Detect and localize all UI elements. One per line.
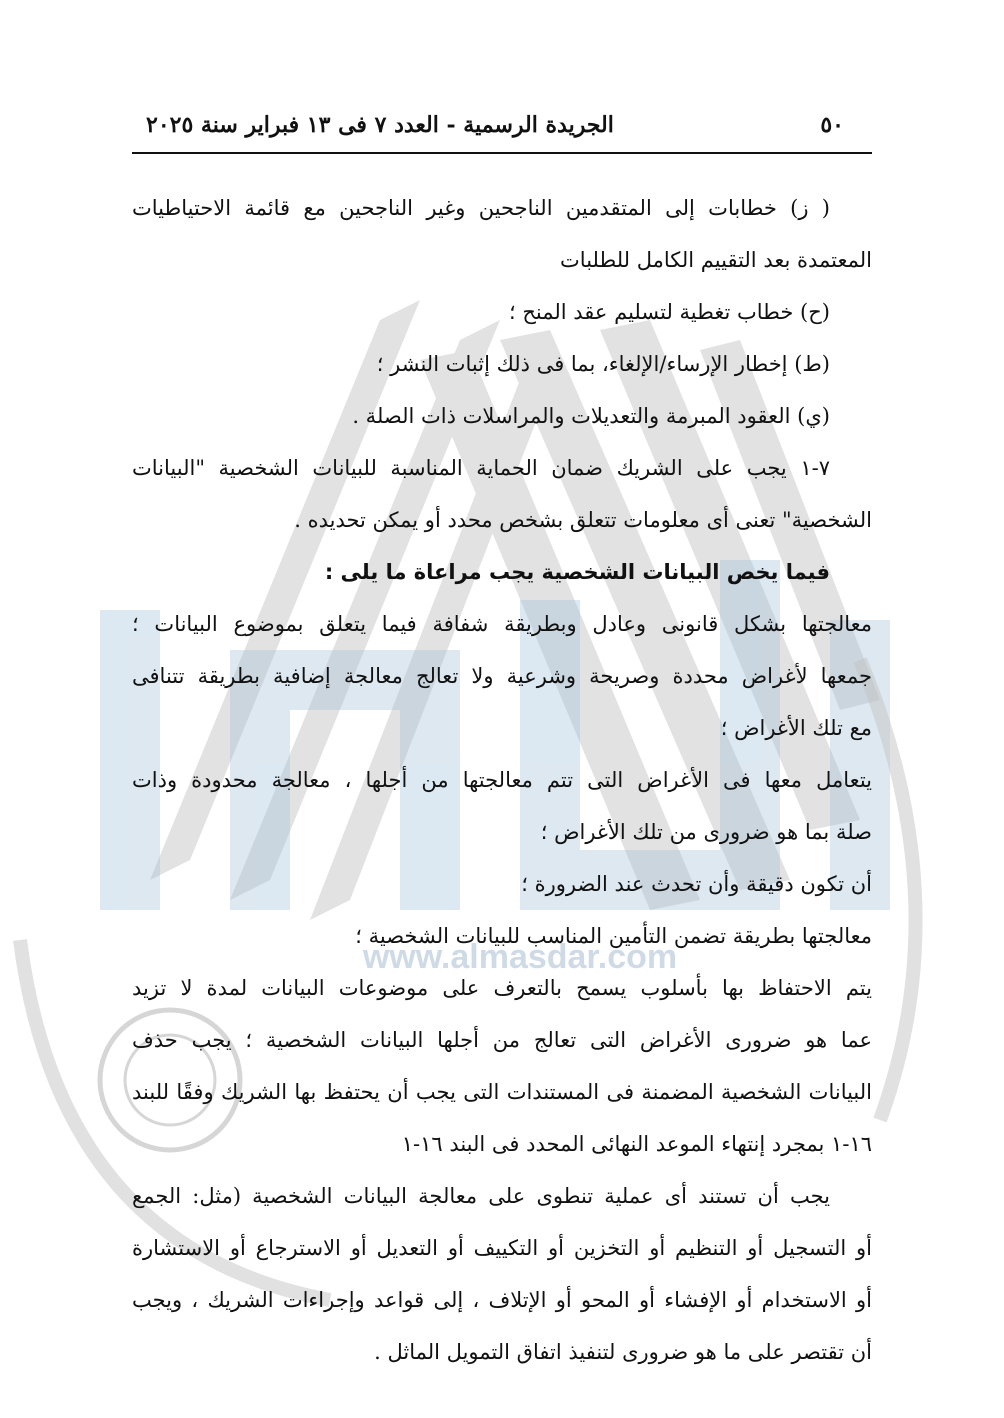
text-line: معالجتها بشكل قانونى وعادل وبطريقة شفافة فيما يتعلق بموضوع البيانات ؛ <box>132 612 872 636</box>
text-line: ( ز) خطابات إلى المتقدمين الناجحين وغير الناجحين مع قائمة الاحتياطيات <box>132 196 830 220</box>
text-line: ١٦-١ بمجرد إنتهاء الموعد النهائى المحدد فى البند ١٦-١ <box>401 1132 872 1156</box>
text-line: عما هو ضرورى الأغراض التى تعالج من أجلها البيانات الشخصية ؛ يجب حذف <box>132 1028 872 1052</box>
text-line: (ي) العقود المبرمة والتعديلات والمراسلات ذات الصلة . <box>352 404 830 428</box>
gazette-title: الجريدة الرسمية - العدد ٧ فى ١٣ فبراير سنة ٢٠٢٥ <box>146 112 614 138</box>
text-line: أو التسجيل أو التنظيم أو التخزين أو التكييف أو التعديل أو الاسترجاع أو الاستشارة <box>132 1236 872 1260</box>
text-line: مع تلك الأغراض ؛ <box>720 716 872 740</box>
text-line: يتعامل معها فى الأغراض التى تتم معالجتها من أجلها ، معالجة محدودة وذات <box>132 768 872 792</box>
text-line: صلة بما هو ضرورى من تلك الأغراض ؛ <box>540 820 872 844</box>
section-heading: فيما يخص البيانات الشخصية يجب مراعاة ما يلى : <box>324 560 830 584</box>
text-line: (ط) إخطار الإرساء/الإلغاء، بما فى ذلك إثبات النشر ؛ <box>376 352 830 376</box>
header-divider <box>132 152 872 154</box>
document-body <box>132 182 872 1378</box>
text-line: جمعها لأغراض محددة وصريحة وشرعية ولا تعالج معالجة إضافية بطريقة تتنافى <box>132 664 872 688</box>
text-line: الشخصية" تعنى أى معلومات تتعلق بشخص محدد أو يمكن تحديده . <box>294 508 872 532</box>
text-line: أن تكون دقيقة وأن تحدث عند الضرورة ؛ <box>521 872 872 896</box>
page-header <box>132 112 872 150</box>
text-line: أن تقتصر على ما هو ضرورى لتنفيذ اتفاق التمويل الماثل . <box>374 1340 872 1364</box>
text-line: يتم الاحتفاظ بها بأسلوب يسمح بالتعرف على موضوعات البيانات لمدة لا تزيد <box>132 976 872 1000</box>
watermark-url: www.almasdar.com <box>362 938 678 976</box>
text-line: يجب أن تستند أى عملية تنطوى على معالجة البيانات الشخصية (مثل: الجمع <box>132 1184 830 1208</box>
text-line: ٧-١ يجب على الشريك ضمان الحماية المناسبة للبيانات الشخصية "البيانات <box>132 456 830 480</box>
page-number: ٥٠ <box>820 112 844 138</box>
text-line: معالجتها بطريقة تضمن التأمين المناسب للبيانات الشخصية ؛ <box>355 924 872 948</box>
text-line: البيانات الشخصية المضمنة فى المستندات التى يجب أن يحتفظ بها الشريك وفقًا للبند <box>132 1080 872 1104</box>
text-line: أو الاستخدام أو الإفشاء أو المحو أو الإتلاف ، إلى قواعد وإجراءات الشريك ، ويجب <box>132 1288 872 1312</box>
text-line: (ح) خطاب تغطية لتسليم عقد المنح ؛ <box>508 300 830 324</box>
document-page <box>132 112 872 1378</box>
text-line: المعتمدة بعد التقييم الكامل للطلبات <box>560 248 872 272</box>
